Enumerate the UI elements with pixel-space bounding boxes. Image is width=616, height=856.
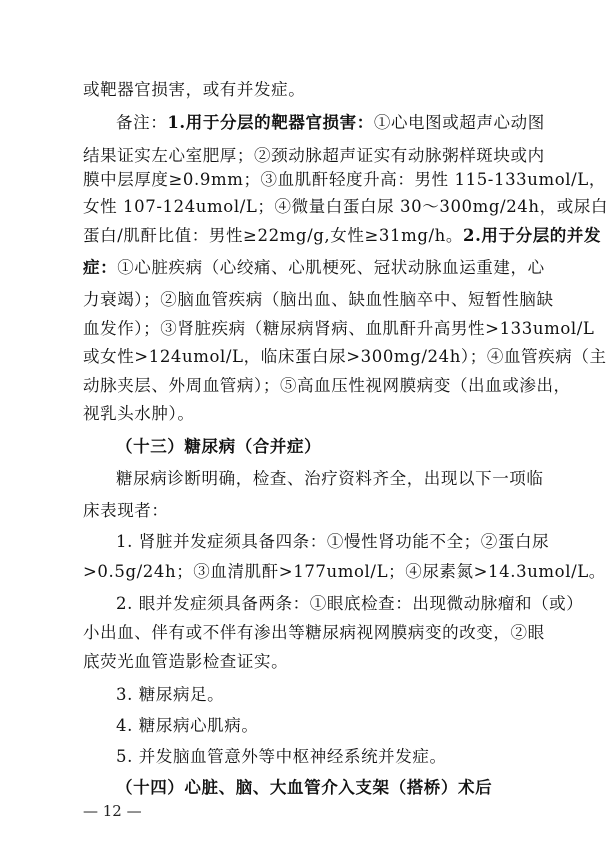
list-item	[116, 746, 556, 768]
text-span: 或女性>124umol/L，临床蛋白尿>300mg/24h）；④血管疾病（主	[83, 347, 607, 366]
paragraph-line	[83, 403, 556, 425]
bold-heading: 症：	[83, 258, 118, 277]
paragraph-line	[83, 375, 571, 397]
text-span: 或靶器官损害，或有并发症。	[83, 80, 306, 99]
section-heading	[116, 436, 556, 458]
text-span: ①心脏疾病（心绞痛、心肌梗死、冠状动脉血运重建，心	[117, 258, 545, 277]
paragraph-line	[83, 169, 606, 191]
section-heading	[116, 777, 556, 799]
paragraph-line	[83, 318, 595, 340]
text-span: 4. 糖尿病心肌病。	[116, 716, 259, 735]
heading-text: （十四）心脏、脑、大血管介入支架（搭桥）术后	[116, 778, 493, 797]
text-span: 底荧光血管造影检查证实。	[83, 652, 289, 671]
text-span: 血发作）；③肾脏疾病（糖尿病肾病、血肌酐升高男性>133umol/L	[83, 319, 595, 338]
text-span: 5. 并发脑血管意外等中枢神经系统并发症。	[116, 747, 447, 766]
text-span: 蛋白/肌酐比值：男性≥22mg/g,女性≥31mg/h。	[83, 226, 463, 245]
heading-text: （十三）糖尿病（合并症）	[116, 437, 322, 456]
text-span: >0.5g/24h；③血清肌酐>177umol/L；④尿素氮>14.3umol/L。	[83, 562, 606, 581]
paragraph-line	[83, 561, 606, 583]
paragraph-line	[83, 289, 556, 311]
paragraph-line	[83, 145, 556, 167]
text-span: 3. 糖尿病足。	[116, 685, 225, 704]
text-span: ①心电图或超声心动图	[373, 113, 545, 132]
text-span: 女性 107-124umol/L；④微量白蛋白尿 30～300mg/24h，或尿白	[83, 197, 609, 216]
list-item	[116, 531, 556, 553]
paragraph-line	[83, 225, 602, 247]
bold-heading: 2.用于分层的并发	[462, 226, 602, 245]
page-number: — 12 —	[83, 802, 142, 820]
paragraph-line	[83, 79, 556, 101]
note-bold-heading: 1.用于分层的靶器官损害：	[167, 113, 374, 132]
paragraph-line	[83, 622, 556, 644]
text-span: 1. 肾脏并发症须具备四条：①慢性肾功能不全；②蛋白尿	[116, 532, 550, 551]
text-span: 视乳头水肿）。	[83, 404, 195, 423]
text-span: 膜中层厚度≥0.9mm；③血肌酐轻度升高：男性 115-133umol/L，	[83, 170, 606, 189]
text-span: 动脉夹层、外周血管病）；⑤高血压性视网膜病变（出血或渗出，	[83, 376, 571, 395]
text-span: 床表现者：	[83, 501, 169, 520]
text-span: 2. 眼并发症须具备两条：①眼底检查：出现微动脉瘤和（或）	[116, 594, 584, 613]
text-span: 结果证实左心室肥厚；②颈动脉超声证实有动脉粥样斑块或内	[83, 146, 545, 165]
text-span: 力衰竭）；②脑血管疾病（脑出血、缺血性脑卒中、短暂性脑缺	[83, 290, 554, 309]
paragraph-line	[83, 651, 556, 673]
note-label: 备注：	[116, 113, 168, 132]
list-item	[116, 684, 556, 706]
paragraph-line	[116, 468, 556, 490]
text-span: 小出血、伴有或不伴有渗出等糖尿病视网膜病变的改变，②眼	[83, 623, 545, 642]
paragraph-line	[83, 500, 556, 522]
list-item	[116, 715, 556, 737]
note-line	[116, 112, 556, 134]
paragraph-line	[83, 257, 556, 279]
text-span: 糖尿病诊断明确，检查、治疗资料齐全，出现以下一项临	[116, 469, 544, 488]
paragraph-line	[83, 196, 609, 218]
list-item	[116, 593, 584, 615]
paragraph-line	[83, 346, 607, 368]
